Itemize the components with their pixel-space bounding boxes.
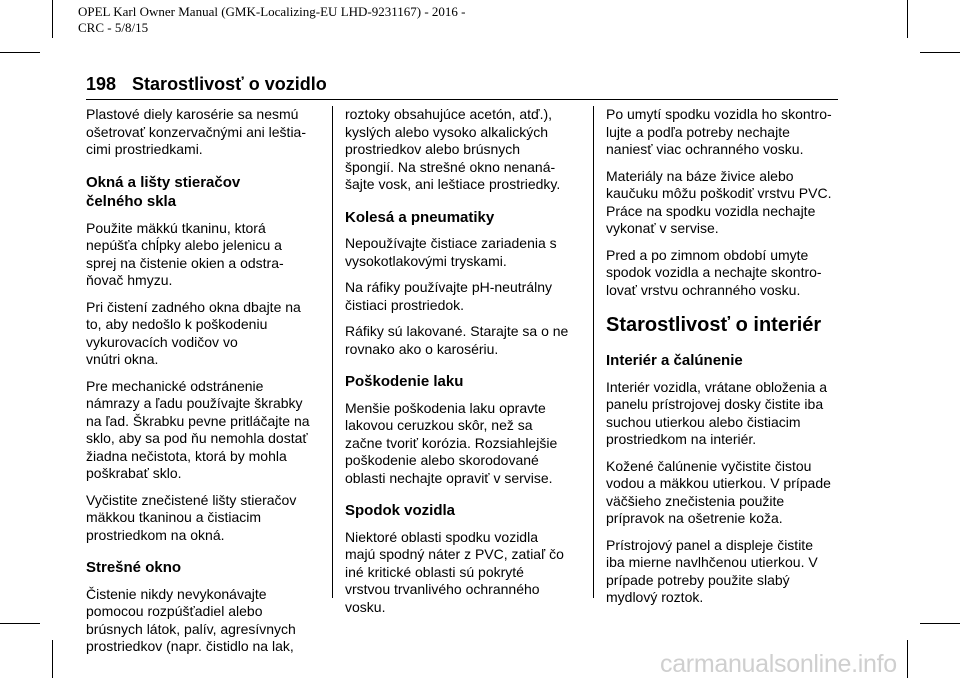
paragraph: Po umytí spodku vozidla ho skontro- lujte a podľa potreby nechajte naniesť viac ochranného vosku. xyxy=(606,106,832,157)
text-column-1 xyxy=(86,106,322,665)
section-heading: Strešné okno xyxy=(86,559,182,576)
paragraph: Ráfiky sú lakované. Starajte sa o ne rovnako ako o karosériu. xyxy=(345,323,569,357)
paragraph: Pred a po zimnom období umyte spodok vozidla a nechajte skontro- lovať vrstvu ochranného vosku. xyxy=(606,246,822,298)
crop-mark xyxy=(920,52,960,53)
paragraph: Materiály na báze živice alebo kaučuku môžu poškodiť vrstvu PVC. Práce na spodku vozidla nechajte vykonať v servise. xyxy=(606,167,832,236)
page-number: 198 xyxy=(86,74,117,94)
paragraph: roztoky obsahujúce acetón, atď.), kyslých alebo vysoko alkalických prostriedkov alebo brúsnych špongií. Na strešné okno nenaná- šajte vosk, ani leštiace prostriedky. xyxy=(345,106,561,192)
column-divider xyxy=(593,106,594,598)
paragraph: Vyčistite znečistené lišty stieračov mäkkou tkaninou a čistiacim prostriedkom na okná. xyxy=(86,491,297,543)
paragraph: Interiér vozidla, vrátane obloženia a panelu prístrojovej dosky čistite iba suchou utierkou alebo čistiacim prostriedkom na interiér. xyxy=(606,378,828,447)
crop-mark xyxy=(52,640,53,678)
crop-mark xyxy=(0,623,40,624)
crop-mark xyxy=(0,52,40,53)
paragraph: Nepoužívajte čistiace zariadenia s vysokotlakovými tryskami. xyxy=(345,235,557,269)
section-heading: Kolesá a pneumatiky xyxy=(345,208,495,226)
chapter-heading: Starostlivosť o interiér xyxy=(606,314,822,336)
document-header: OPEL Karl Owner Manual (GMK-Localizing-EU LHD-9231167) - 2016 - CRC - 5/8/15 xyxy=(78,4,466,35)
crop-mark xyxy=(907,640,908,678)
text-column-3 xyxy=(606,106,842,616)
section-heading: Spodok vozidla xyxy=(345,502,456,519)
paragraph: Použite mäkkú tkaninu, ktorá nepúšťa chĺpky alebo jelenicu a sprej na čistenie okien a odstra- ňovač hmyzu. xyxy=(86,219,284,288)
paragraph: Kožené čalúnenie vyčistite čistou vodou a mäkkou utierkou. V prípade väčšieho znečistenia použite prípravok na ošetrenie koža. xyxy=(606,457,831,526)
paragraph: Čistenie nikdy nevykonávajte pomocou rozpúšťadiel alebo brúsnych látok, palív, agresívnych prostriedkov (napr. čistidlo na lak, xyxy=(86,585,296,654)
paragraph: Menšie poškodenia laku opravte lakovou ceruzkou skôr, než sa začne tvoriť korózia. Rozsiahlejšie poškodenie alebo skorodované oblasti nechajte opraviť v servise. xyxy=(345,399,558,486)
crop-mark xyxy=(920,623,960,624)
paragraph: Niektoré oblasti spodku vozidla majú spodný náter z PVC, zatiaľ čo iné kritické oblasti sú pokryté vrstvou trvanlivého ochranného vosku. xyxy=(345,528,564,615)
heading-rule xyxy=(86,99,838,100)
paragraph: Pri čistení zadného okna dbajte na to, aby nedošlo k poškodeniu vykurovacích vodičov vo vnútri okna. xyxy=(86,298,301,367)
paragraph: Plastové diely karosérie sa nesmú ošetrovať konzervačnými ani leštia- cimi prostriedkami. xyxy=(86,106,307,157)
section-heading: Interiér a čalúnenie xyxy=(606,352,743,369)
section-heading: Poškodenie laku xyxy=(345,373,464,390)
crop-mark xyxy=(907,0,908,38)
page-heading xyxy=(86,72,327,96)
paragraph: Prístrojový panel a displeje čistite iba mierne navlhčenou utierkou. V prípade potreby použite slabý mydlový roztok. xyxy=(606,536,818,605)
column-divider xyxy=(332,106,333,598)
text-column-2 xyxy=(345,106,581,625)
paragraph: Na ráfiky používajte pH-neutrálny čistiaci prostriedok. xyxy=(345,279,552,313)
watermark: carmanualsonline.info xyxy=(660,650,897,678)
page-title: Starostlivosť o vozidlo xyxy=(132,74,327,94)
crop-mark xyxy=(52,0,53,38)
section-heading: Okná a lišty stieračov čelného skla xyxy=(86,173,241,210)
paragraph: Pre mechanické odstránenie námrazy a ľadu používajte škrabky na ľad. Škrabku pevne pritláčajte na sklo, aby sa pod ňu nemohla dostať žiadna nečistota, ktorá by mohla poškrabať sklo. xyxy=(86,377,310,481)
